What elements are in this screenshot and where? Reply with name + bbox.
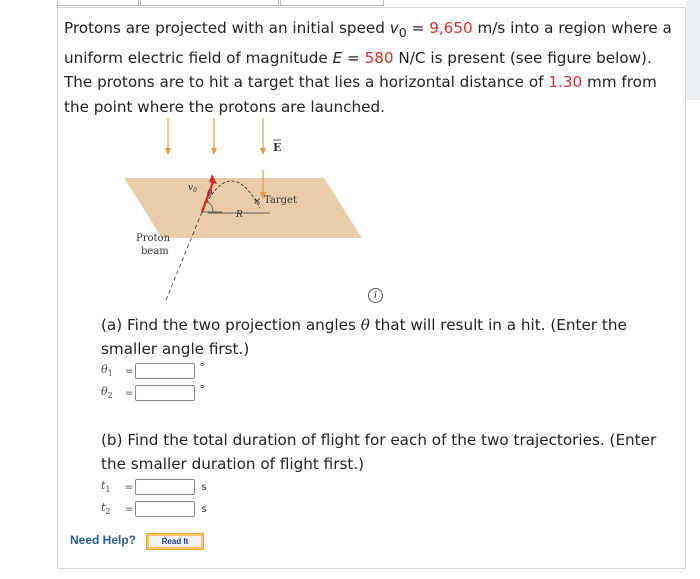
- part-a-text-1: (a) Find the two projection angles: [101, 316, 361, 334]
- proton-beam-label-2: beam: [141, 246, 169, 257]
- theta2-label: $\theta_2$: [101, 385, 113, 401]
- part-a-question: [101, 313, 671, 361]
- part-b-question: (b) Find the total duration of flight for each of the two trajectories. (Enter the smaller duration of flight first.): [101, 431, 657, 473]
- e-value: 580: [364, 48, 394, 67]
- intro-eq-2: =: [342, 48, 365, 67]
- t1-unit: s: [201, 481, 207, 493]
- target-marker: ×: [253, 196, 262, 207]
- physics-figure: [110, 112, 380, 312]
- t1-input[interactable]: [135, 479, 195, 495]
- theta2-row: [101, 384, 205, 402]
- scroll-bar[interactable]: [686, 0, 700, 100]
- theta-label: θ: [207, 189, 213, 199]
- t2-equals: =: [125, 503, 134, 515]
- theta2-unit: °: [199, 382, 205, 396]
- v0-value: 9,650: [429, 19, 473, 37]
- target-plate: [124, 178, 362, 238]
- intro-eq-1: =: [406, 19, 430, 37]
- field-arrow-3: [260, 118, 266, 155]
- intro-text-3: N/C is present (see figure below). The protons are to hit a target that lies a horizontal distance of: [64, 48, 652, 92]
- part-a-theta: θ: [360, 316, 370, 334]
- v0-symbol: v: [389, 19, 399, 37]
- distance-value: 1.30: [548, 73, 583, 92]
- read-it-button[interactable]: Read It: [146, 533, 204, 550]
- v0-subscript: 0: [398, 25, 407, 41]
- theta1-unit: °: [199, 360, 205, 374]
- t2-row: [101, 500, 207, 518]
- theta1-equals: =: [125, 365, 134, 377]
- t1-row: [101, 478, 207, 496]
- intro-text-2: m/s into a region where a uniform electric field of magnitude: [64, 19, 672, 67]
- t1-label: $t_1$: [101, 479, 111, 495]
- intro-text-1: Protons are projected with an initial speed: [64, 19, 390, 37]
- theta2-input[interactable]: [135, 385, 195, 401]
- top-tab-left: [57, 0, 139, 6]
- field-arrow-1: [165, 118, 171, 155]
- theta1-row: [101, 362, 205, 380]
- e-symbol: E: [332, 48, 343, 67]
- v0-figure-label: $v_0$: [188, 183, 197, 194]
- top-tab-right: [280, 0, 384, 6]
- field-arrow-2: [211, 118, 217, 155]
- theta2-equals: =: [125, 387, 134, 399]
- part-a-text-2: that will result in a hit. (Enter the smaller angle first.): [101, 316, 627, 358]
- theta1-label: $\theta_1$: [101, 363, 113, 379]
- info-icon[interactable]: i: [368, 288, 383, 303]
- need-help-label: Need Help?: [70, 533, 137, 547]
- target-label: Target: [264, 195, 297, 206]
- proton-beam-label-1: Proton: [136, 233, 171, 244]
- t2-input[interactable]: [135, 501, 195, 517]
- intro-text-4: mm from the point where the protons are launched.: [64, 73, 657, 116]
- top-tab-middle: [140, 0, 279, 6]
- theta1-input[interactable]: [135, 363, 195, 379]
- t2-label: $t_2$: [101, 501, 111, 517]
- t2-unit: s: [201, 503, 207, 515]
- range-label: R: [236, 210, 243, 220]
- e-field-label: E: [273, 141, 282, 154]
- t1-equals: =: [125, 481, 134, 493]
- problem-statement: [64, 16, 674, 119]
